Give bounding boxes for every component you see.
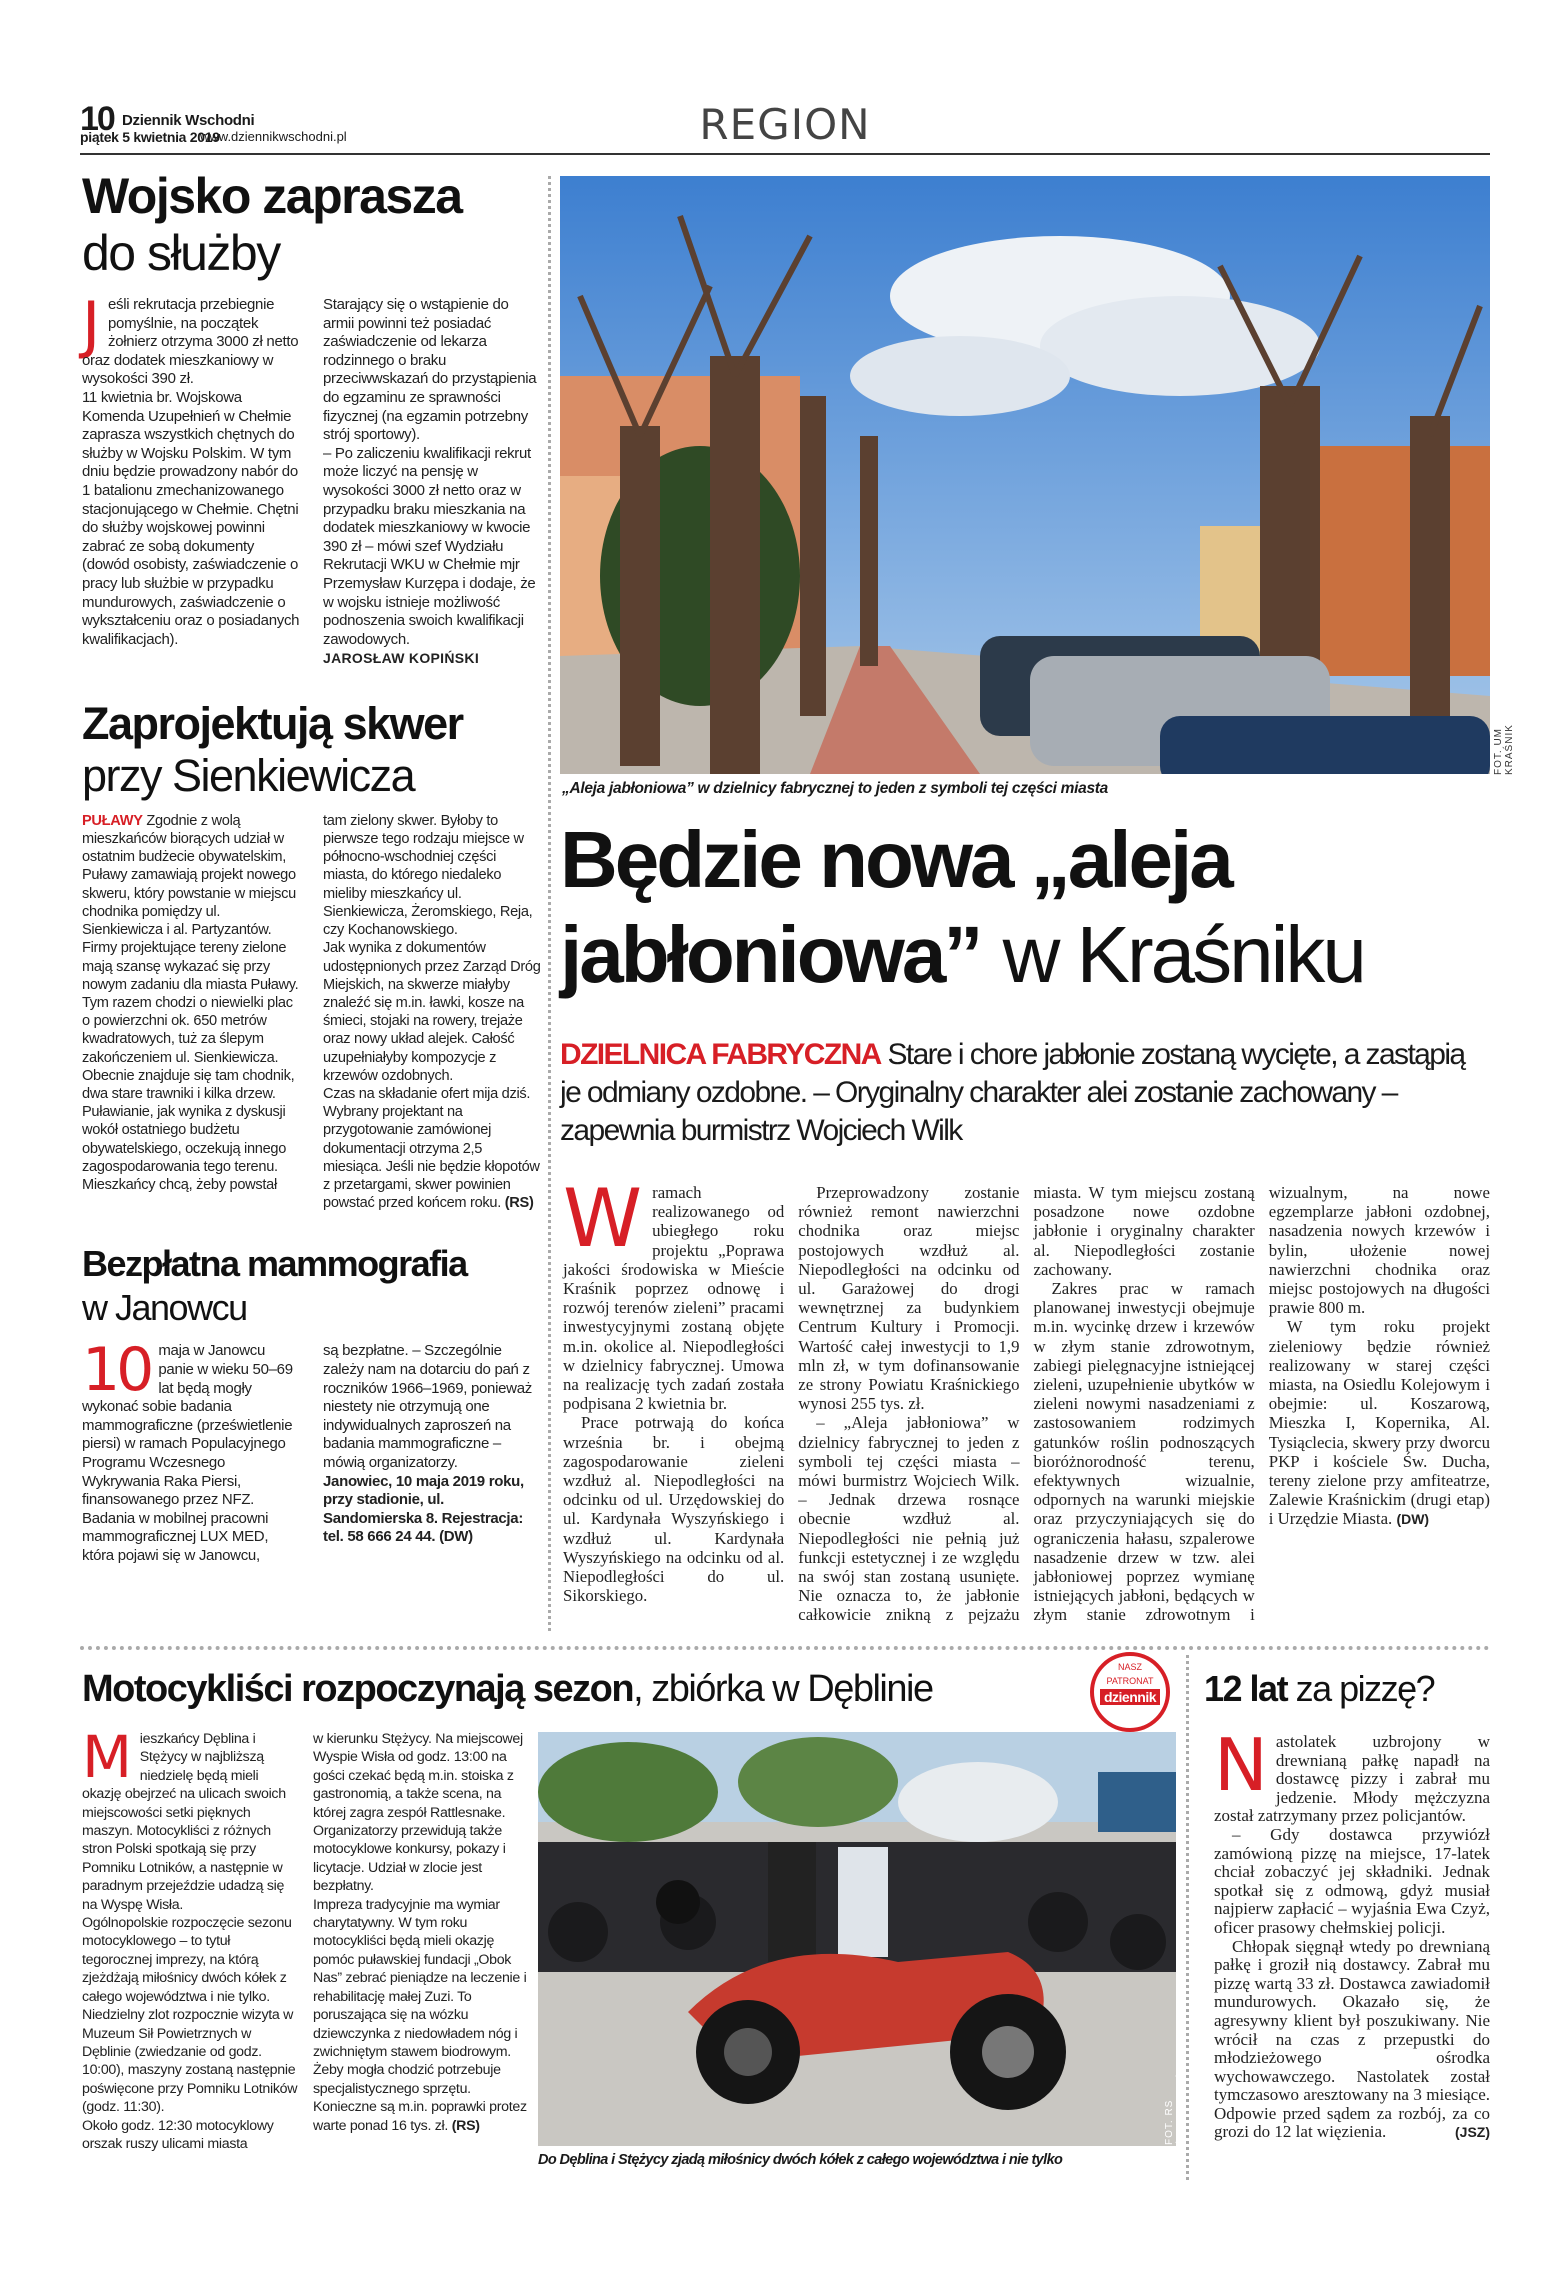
- moto-photo: [538, 1732, 1176, 2146]
- paragraph: Około godz. 12:30 motocyklowy orszak ruszy ulicami miasta: [82, 2117, 274, 2152]
- paragraph: maja w Janowcu panie w wieku 50–69 lat będą mogły wykonać sobie badania mammograficzne (prześwietlenie piersi) w ramach Populacyjnego Programu Wczesnego Wykrywania Raka Piersi, finansowanego przez NFZ.: [82, 1342, 293, 1509]
- article-subtitle: do służby: [82, 225, 280, 281]
- paragraph: w kierunku Stężycy. Na miejscowej Wyspie Wisła od godz. 13:00 na gości czekać będą m.in. stoiska z gastronomią, a także scena, na której zagra zespół Rattlesnake.: [313, 1731, 523, 1821]
- article-title: Wojsko zaprasza: [82, 168, 462, 224]
- paragraph: tam zielony skwer. Byłoby to pierwsze tego rodzaju miejsce w północno-wschodniej części miasta, do którego niedaleko mieliby mieszkańcy ul. Sienkiewicza, Żeromskiego, Reja, czy Kochanowskiego.: [323, 812, 533, 939]
- issue-date: piątek 5 kwietnia 2019: [80, 129, 220, 145]
- paragraph: Zakres prac w ramach planowanej inwestycji obejmuje m.in. wycinkę drzew i krzewów w złym stanie zdrowotnym, zabiegi pielęgnacyjne istniejącej zieleni, uzupełnienie ubytków w zieleni nowymi nasadzeniami z zastosowaniem rodzimych gatunków roślin podnoszących bioróżnorodność terenu, efektywnych wizualnie, odpornych na warunki miejskie oraz przyczyniających się do ograniczenia hałasu, szpalerowe nasadzenie drzew w tzw. alei jabłoniowej poprzez wymianę istniejących jabłoni, będących w złym stanie zdrowotnym i wizualnym, na nowe egzemplarze jabłoni ozdobnej, nasadzenia nowych krzewów i bylin, ułożenie nowej nawierzchni chodnika oraz miejsc postojowych na długości prawie 800 m.: [1033, 1183, 1490, 1625]
- moto-body: [82, 1723, 530, 2153]
- badge-middle: PATRONAT: [1106, 1676, 1154, 1686]
- article-subtitle: , zbiórka w Dęblinie: [633, 1668, 933, 1710]
- headline-bold: Będzie nowa „aleja jabłoniowa”: [560, 815, 1231, 999]
- paragraph: Prace potrwają do końca września br. i obejmą zagospodarowanie zieleni wzdłuż al. Niepodległości na odcinku od ul. Urzędowskiej do ul. Kardynała Wyszyńskiego i wzdłuż ul. Kardynała Wyszyńskiego na odcinku od al. Niepodległości do ul. Sikorskiego.: [563, 1413, 785, 1606]
- page-number: 10: [80, 100, 114, 138]
- newspaper-name: Dziennik Wschodni: [122, 112, 255, 129]
- paragraph: Impreza tradycyjnie ma wymiar charytatywny. W tym roku motocykliści będą mieli okazję pomóc puławskiej fundacji „Obok Nas” zebrać pieniądze na leczenie i rehabilitację małej Zuzi. To poruszająca się na wózku dziewczynka z niedowładem nóg i zwichniętym stawem biodrowym. Żeby mogła chodzić potrzebuje specjalistycznego sprzętu. Konieczne są m.in. poprawki protez warte ponad 16 tys. zł.: [313, 1896, 527, 2134]
- section-divider: [80, 1646, 1490, 1650]
- paragraph: Chłopak sięgnął wtedy po drewnianą pałkę i groził nią dostawcy. Zabrał mu pizzę wartą 33 zł. Dostawca zawiadomił mundurowych. Okazało się, że agresywny klient był poszukiwany. Nie wrócił na czas z przepustki do młodzieżowego ośrodka wychowawczego. Nastolatek został tymczasowo aresztowany na 3 miesiące. Odpowie przed sądem za rozbój, za co grozi do 12 lat więzienia.: [1214, 1936, 1490, 2142]
- author-sign: (JSZ): [1455, 2124, 1490, 2141]
- deck-text: Stare i chore jabłonie zostaną wycięte, a zastąpią je odmiany ozdobne. – Oryginalny charakter alei zostanie zachowany – zapewnia burmistrz Wojciech Wilk: [560, 1038, 1465, 1147]
- paragraph: Starający się o wstąpienie do armii powinni też posiadać zaświadczenie od lekarza rodzinnego o braku przeciwwskazań do przystąpienia do egzaminu ze sprawności fizycznej (na egzamin potrzebny strój sportowy).: [323, 296, 537, 444]
- paragraph: Zgodnie z wolą mieszkańców biorących udział w ostatnim budżecie obywatelskim, Puławy zamawiają projekt nowego skweru, który powstanie w miejscu chodnika pomiędzy ul. Sienkiewicza i al. Partyzantów. Firmy projektujące tereny zielone mają szansę wykazać się przy nowym zadaniu dla miasta Puławy. Tym razem chodzi o niewielki plac o powierzchni ok. 650 metrów kwadratowych, tuż za ślepym zakończeniem ul. Sienkiewicza. Obecnie znajduje się tam chodnik, dwa stare trawniki i kilka drzew. Puławianie, jak wynika z dyskusji wokół ostatniego budżetu obywatelskiego, oczekują innego zagospodarowania tego terenu. Mieszkańcy chcą, żeby powstał: [82, 812, 299, 1193]
- paragraph: Badania w mobilnej pracowni mammograficznej LUX MED, która pojawi się w Janowcu,: [82, 1509, 269, 1564]
- paragraph: Ogólnopolskie rozpoczęcie sezonu motocyklowego – to tytuł tegorocznej imprezy, na którą zjeżdżają miłośnicy dwóch kółek z całego województwa i nie tylko. Niedzielny zlot rozpocznie wizyta w Muzeum Sił Powietrznych w Dęblinie (zwiedzanie od godz. 10:00), maszyny zostaną następnie poświęcone przy Pomniku Lotników (godz. 11:30).: [82, 1915, 298, 2116]
- paragraph: Jak wynika z dokumentów udostępnionych przez Zarząd Dróg Miejskich, na skwerze miałyby znaleźć się m.in. ławki, kosze na śmieci, stojaki na rowery, trejaże oraz nowy układ alejek. Całość uzupełniałyby kompozycje z krzewów ozdobnych.: [323, 940, 541, 1084]
- drop-cap: M: [82, 1723, 132, 1791]
- deck: [560, 1036, 1480, 1150]
- author-sign: (RS): [451, 2117, 480, 2134]
- paragraph: ieszkańcy Dęblina i Stężycy w najbliższą niedzielę będą mieli okazję obejrzeć na ulicach swoich miejscowości setki pięknych maszyn. Motocykliści z różnych stron Polski spotkają się przy Pomniku Lotników, a następnie w paradnym przejeździe udadzą się na Wyspę Wisła.: [82, 1731, 286, 1913]
- paragraph: ramach realizowanego od ubiegłego roku projektu „Poprawa jakości środowiska w Mieście Kraśnik poprzez odnowę i rozwój terenów zieleni” pracami inwestycyjnymi zostaną objęte m.in. okolice al. Niepodległości w dzielnicy fabrycznej. Umowa na realizację tych zadań została podpisana 2 kwietnia br.: [563, 1183, 785, 1414]
- kicker: DZIELNICA FABRYCZNA: [560, 1038, 881, 1071]
- photo-caption: Do Dęblina i Stężycy zjadą miłośnicy dwóch kółek z całego województwa i nie tylko: [538, 2152, 1063, 2168]
- paragraph: W tym roku projekt zieleniowy będzie również realizowany w starej części miasta, na Osiedlu Kolejowym i obejmie: ul. Koszarową, Mieszka I, Kopernika, Al. Tysiąclecia, skwery przy dworcu PKP i kościele Św. Ducha, tereny zielone przy amfiteatrze, Zalewie Kraśnickim (drugi etap) i Urzędzie Miasta.: [1268, 1317, 1490, 1529]
- pizza-title: [1204, 1662, 1494, 1716]
- article-title: 12 lat: [1204, 1668, 1288, 1709]
- article-title: Motocykliści rozpoczynają sezon: [82, 1668, 634, 1710]
- photo-caption: „Aleja jabłoniowa” w dzielnicy fabrycznej to jeden z symboli tej części miasta: [562, 780, 1108, 797]
- column-divider: [548, 176, 551, 1631]
- website-link[interactable]: www.dziennikwschodni.pl: [200, 129, 347, 144]
- paragraph: – „Aleja jabłoniowa” w dzielnicy fabrycznej to jeden z symboli tej części miasta – mówi burmistrz Wojciech Wilk. – Jednak drzewa rosnące obecnie wzdłuż al. Niepodległości nie pełnią już funkcji estetycznej i ze względu na swój stan zostaną usunięte. Nie oznacza to, że jabłonie całkowicie znikną z pejzażu miasta. W tym miejscu zostaną posadzone nowe ozdobne jabłonie i oryginalny charakter al. Niepodległości zostanie zachowany.: [798, 1183, 1255, 1625]
- paragraph: – Gdy dostawca przywiózł zamówioną pizzę na miejsce, 17-latek chciał zobaczyć jej składniki. Jednak spotkał się z odmową, gdyż musiał najpierw zapłacić – wyjaśnia Ewa Czyż, oficer prasowy chełmskiej policji.: [1214, 1824, 1490, 1937]
- pizza-body: [1214, 1723, 1490, 2142]
- column-divider: [1186, 1655, 1189, 2180]
- main-headline: [560, 812, 1490, 1002]
- header-rule: [80, 153, 1490, 155]
- photo-credit: FOT. RS (ARCHIWUM): [1164, 2072, 1186, 2145]
- article-title: Bezpłatna mammografia: [82, 1243, 467, 1285]
- article-subtitle: przy Sienkiewicza: [82, 749, 415, 801]
- main-photo-alley: [560, 176, 1490, 774]
- photo-credit: FOT. UM KRAŚNIK: [1493, 724, 1515, 775]
- moto-title: [82, 1662, 1082, 1716]
- author-byline: JAROSŁAW KOPIŃSKI: [323, 650, 480, 667]
- article-skwer: [82, 698, 542, 1212]
- drop-cap: 10: [82, 1335, 151, 1406]
- article-subtitle: za pizzę?: [1287, 1668, 1435, 1709]
- paragraph: są bezpłatne. – Szczególnie zależy nam na dotarciu do pań z roczników 1966–1969, ponieważ niestety nie otrzymują one indywidualnych zaproszeń na badania mammograficzne – mówią organizatorzy.: [323, 1342, 532, 1471]
- left-column: [82, 168, 542, 1565]
- article-wojsko: [82, 168, 542, 668]
- article-title: Zaprojektują skwer: [82, 697, 463, 749]
- paragraph: – Po zaliczeniu kwalifikacji rekrut może liczyć na pensję w wysokości 3000 zł netto oraz w przypadku braku mieszkania na dodatek mieszkaniowy w kwocie 390 zł – mówi szef Wydziału Rekrutacji WKU w Chełmie mjr Przemysław Kurzępa i dodaje, że w wojsku istnieje możliwość podnoszenia swoich kwalifikacji zawodowych.: [323, 444, 536, 648]
- badge-logo: dziennik: [1100, 1689, 1160, 1705]
- paragraph: 11 kwietnia br. Wojskowa Komenda Uzupełnień w Chełmie zaprasza wszystkich chętnych do służby w Wojsku Polskim. W tym dniu będzie prowadzony nabór do 1 batalionu zmechanizowanego stacjonującego w Chełmie. Chętni do służby wojskowej powinni zabrać ze sobą dokumenty (dowód osobisty, zaświadczenie o pracy lub służbie w przypadku mundurowych, zaświadczenie o wykształceniu oraz o posiadanych kwalifikacjach).: [82, 388, 300, 648]
- section-title: REGION: [699, 100, 871, 149]
- paragraph: Czas na składanie ofert mija dziś. Wybrany projektant na przygotowanie zamówionej dokumentacji otrzyma 2,5 miesiąca. Jeśli nie będzie kłopotów z przetargami, skwer powinien powstać przed końcem roku.: [323, 1085, 540, 1212]
- paragraph: astolatek uzbrojony w drewnianą pałkę napadł na dostawcę pizzy i zabrał mu jedzenie. Młody mężczyzna został zatrzymany przez policjantów.: [1214, 1732, 1490, 1826]
- drop-cap: W: [563, 1172, 643, 1265]
- paragraph: Przeprowadzony zostanie również remont nawierzchni chodnika oraz miejsc postojowych wzdłuż al. Niepodległości na odcinku od ul. Garażowej do drogi wewnętrznej za budynkiem Centrum Kultury i Promocji. Wartość całej inwestycji to 1,9 mln zł, w tym dofinansowanie ze strony Powiatu Kraśnickiego wynosi 255 tys. zł.: [798, 1183, 1020, 1414]
- main-article-body: [563, 1172, 1490, 1639]
- badge-top: NASZ: [1117, 1662, 1142, 1672]
- event-info: Janowiec, 10 maja 2019 roku, przy stadionie, ul. Sandomierska 8. Rejestracja: tel. 58 666 24 44.: [323, 1472, 524, 1546]
- headline-light: w Kraśniku: [1002, 910, 1364, 999]
- paragraph: Organizatorzy przewidują także motocyklowe konkursy, pokazy i licytacje. Udział w zlocie jest bezpłatny.: [313, 1823, 506, 1895]
- author-sign: (DW): [1396, 1511, 1430, 1528]
- article-mammografia: [82, 1242, 542, 1565]
- article-subtitle: w Janowcu: [82, 1287, 247, 1329]
- paragraph: eśli rekrutacja przebiegnie pomyślnie, na początek żołnierz otrzyma 3000 zł netto oraz dodatek mieszkaniowy w wysokości 390 zł.: [82, 296, 299, 388]
- author-sign: (RS): [504, 1195, 534, 1212]
- patronat-badge: [1090, 1652, 1170, 1732]
- drop-cap: N: [1214, 1723, 1268, 1807]
- author-sign: (DW): [439, 1528, 473, 1546]
- location-tag: PUŁAWY: [82, 812, 143, 829]
- drop-cap: J: [82, 288, 100, 361]
